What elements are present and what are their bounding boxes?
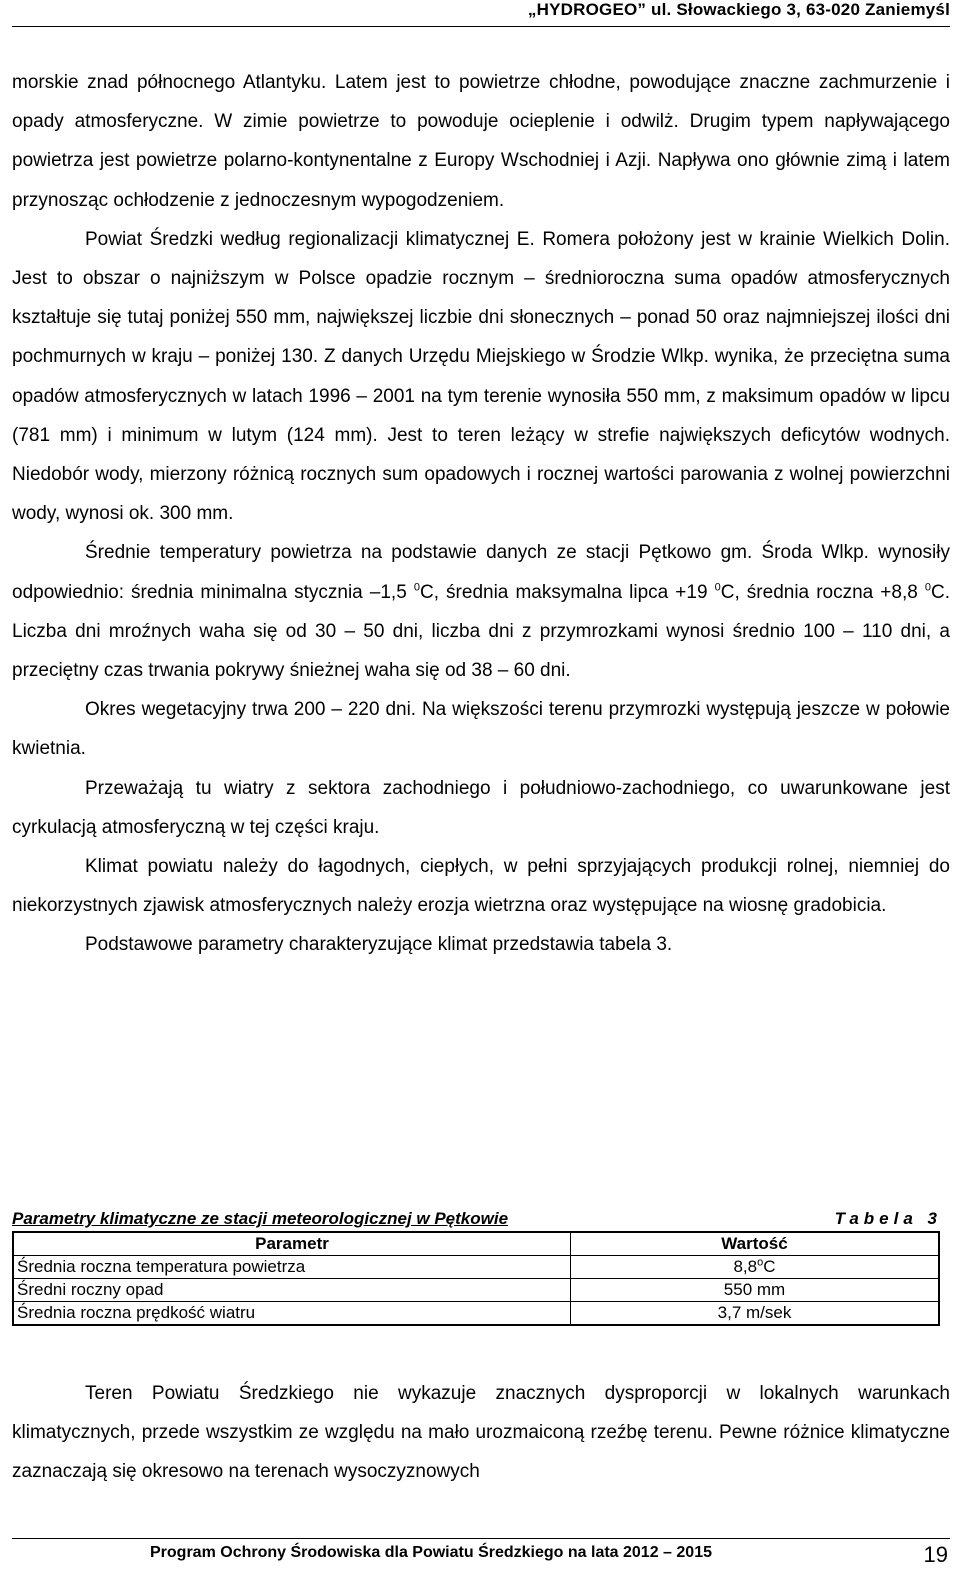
table-row [13,1256,939,1279]
page-number: 19 [923,1542,948,1567]
temp-text-4: C. Liczba dni mroźnych waha się od 30 – 50 dni, liczba dni z przymrozkami wynosi średnio 100 – 110 dni, a przeciętny czas trwania pokrywy śnieżnej waha się od 38 – 60 dni. [12,581,950,682]
body-text [12,63,950,965]
table-cell-value: 550 mm [571,1279,940,1302]
closing-text [12,1374,950,1492]
paragraph-vegetation: Okres wegetacyjny trwa 200 – 220 dni. Na większości terenu przymrozki występują jeszcze w połowie kwietnia. [12,699,950,760]
temp-text-3: C, średnia roczna +8,8 [720,581,925,603]
table-cell-value: 3,7 m/sek [571,1302,940,1326]
table-number: Tabela 3 [834,1209,942,1228]
table-cell-param: Średnia roczna prędkość wiatru [13,1302,571,1326]
climate-table [12,1231,940,1326]
table-cell-param: Średni roczny opad [13,1279,571,1302]
paragraph-climate: Klimat powiatu należy do łagodnych, ciepłych, w pełni sprzyjających produkcji rolnej, niemniej do niekorzystnych zjawisk atmosferycznych należy erozja wietrzna oraz występujące na wiosnę gradobicia. [12,856,950,917]
temp-text-2: C, średnia maksymalna lipca +19 [419,581,715,603]
table-title: Parametry klimatyczne ze stacji meteorologicznej w Pętkowie [12,1209,509,1228]
paragraph-atlantic: morskie znad północnego Atlantyku. Latem jest to powietrze chłodne, powodujące znaczne zachmurzenie i opady atmosferyczne. W zimie powietrze to powoduje ocieplenie i odwilż. Drugim typem napływającego powietrza jest powietrze polarno-kontynentalne z Europy Wschodniej i Azji. Napływa ono głównie zimą i latem przynosząc ochłodzenie z jednoczesnym wypogodzeniem. [12,72,950,211]
climate-table-block [12,1209,942,1326]
value-unit: C [763,1257,776,1276]
paragraph-precipitation: Powiat Średzki według regionalizacji klimatycznej E. Romera położony jest w krainie Wielkich Dolin. Jest to obszar o najniższym w Polsce opadzie rocznym – średnioroczna suma opadów atmosferycznych kształtuje się tutaj poniżej 550 mm, największej liczbie dni słonecznych – ponad 50 oraz najmniejszej ilości dni pochmurnych w kraju – poniżej 130. Z danych Urzędu Miejskiego w Środzie Wlkp. wynika, że przeciętna suma opadów atmosferycznych w latach 1996 – 2001 na tym terenie wynosiła 550 mm, z maksimum opadów w lipcu (781 mm) i minimum w lutym (124 mm). Jest to teren leżący w strefie największych deficytów wodnych. Niedobór wody, mierzony różnicą rocznych sum opadowych i rocznej wartości parowania z wolnej powierzchni wody, wynosi ok. 300 mm. [12,228,950,525]
page-footer [12,1538,950,1568]
paragraph-closing: Teren Powiatu Średzkiego nie wykazuje znacznych dysproporcji w lokalnych warunkach klimatycznych, przede wszystkim ze względu na mało urozmaiconą rzeźbę terenu. Pewne różnice klimatyczne zaznaczają się okresowo na terenach wysoczyznowych [12,1383,950,1483]
table-cell-param: Średnia roczna temperatura powietrza [13,1256,571,1279]
footer-text: Program Ochrony Środowiska dla Powiatu Średzkiego na lata 2012 – 2015 [150,1544,712,1561]
header-rule [12,26,950,27]
degree-sup-2: 0 [714,581,721,594]
footer-rule [12,1538,950,1539]
degree-sup-1: 0 [413,581,420,594]
paragraph-winds: Przeważają tu wiatry z sektora zachodniego i południowo-zachodniego, co uwarunkowane jest cyrkulacją atmosferyczną w tej części kraju. [12,777,950,838]
paragraph-table-intro: Podstawowe parametry charakteryzujące klimat przedstawia tabela 3. [85,934,673,956]
table-cell-value [571,1256,940,1279]
header-wartosc: Wartość [571,1232,940,1256]
page-header: „HYDROGEO” ul. Słowackiego 3, 63-020 Zaniemyśl [527,0,950,19]
degree-sup-3: 0 [924,581,931,594]
value-number: 8,8 [733,1257,758,1276]
table-row [13,1302,939,1326]
degree-sup: o [757,1256,764,1269]
table-header-row [13,1232,939,1256]
paragraph-temperature [12,533,950,690]
header-parametr: Parametr [13,1232,571,1256]
table-caption [12,1209,942,1229]
table-row [13,1279,939,1302]
temp-text-1: Średnie temperatury powietrza na podstawie danych ze stacji Pętkowo gm. Środa Wlkp. wynosiły odpowiednio: średnia minimalna stycznia –1,5 [12,542,950,603]
